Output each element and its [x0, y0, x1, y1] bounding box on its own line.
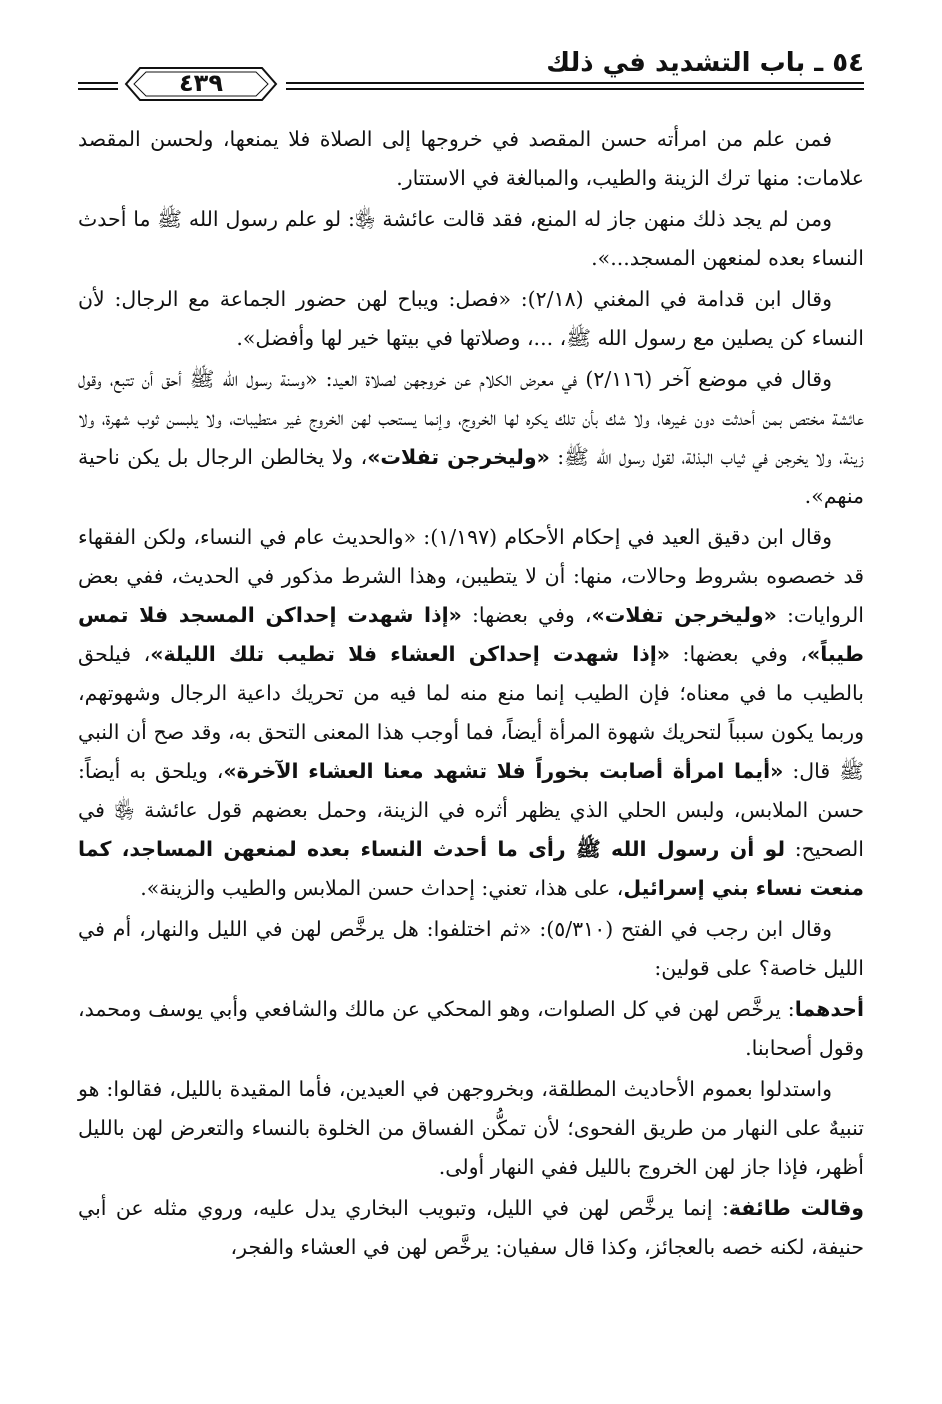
paragraph: وقال ابن قدامة في المغني (٢/١٨): «فصل: ويباح لهن حضور الجماعة مع الرجال: لأن النساء كن يصلين مع رسول الله ﷺ، ...، وصلاتها في بيتها خير لها وأفضل».	[78, 287, 864, 350]
paragraph	[78, 360, 864, 516]
page-header	[78, 46, 864, 106]
text-run: ، على هذا، تعني: إحداث حسن الملابس والطيب والزينة».	[140, 876, 624, 900]
text-run: ، وفي بعضها:	[670, 642, 807, 666]
paragraph: واستدلوا بعموم الأحاديث المطلقة، وبخروجهن في العيدين، فأما المقيدة بالليل، فقالوا: هو تنبيهٌ على النهار من طريق الفحوى؛ لأن تمكُّن الفساق من الخلوة بالنساء والتعرض لهن بالليل أظهر، فإذا جاز لهن الخروج بالليل ففي النهار أولى.	[78, 1077, 864, 1179]
header-rule	[78, 82, 118, 84]
text-run: ، وفي بعضها:	[461, 603, 592, 627]
paragraph	[78, 518, 864, 908]
text-run: ، ويلحق به أيضاً: حسن الملابس، ولبس الحلي الذي يظهر أثره في الزينة، وحمل بعضهم قول عائشة ﵂ في الصحيح:	[78, 759, 864, 861]
text-run: ، ولا يخالطن الرجال بل يكن ناحية منهم».	[78, 445, 864, 508]
hadith-quote: «أيما امرأة أصابت بخوراً فلا تشهد معنا العشاء الآخرة»	[223, 759, 784, 783]
header-rule	[286, 82, 864, 84]
hadith-quote: «إذا شهدت إحداكن المسجد فلا تمس طيباً»	[78, 603, 864, 666]
text-run: وقال في موضع آخر (٢/١١٦) في معرض الكلام عن خروجهن لصلاة العيد: «وسنة رسول الله ﷺ أحق أن تتبع، وقول عائشة مختص بمن أحدثت دون غيرها، ولا شك بأن تلك يكره لها الخروج، وإنما يستحب لهن الخروج غير متطيبات، ولا يلبسن ثوب شهرة، ولا زينة، ولا يخرجن في ثياب البذلة، لقول رسول الله ﷺ:	[78, 367, 864, 469]
hadith-quote: لو أن رسول الله ﷺ رأى ما أحدث النساء بعده لمنعهن المساجد، كما منعت نساء بني إسرائيل	[78, 837, 864, 900]
page-number-frame	[122, 64, 280, 104]
paragraph	[78, 990, 864, 1068]
hadith-quote: «إذا شهدت إحداكن العشاء فلا تطيب تلك الليلة»	[150, 642, 671, 666]
term-label: وقالت طائفة	[728, 1196, 864, 1220]
hadith-quote: «وليخرجن تفلات»	[367, 445, 550, 469]
page-body	[78, 120, 864, 1269]
text-run: وقال ابن دقيق العيد في إحكام الأحكام (١/١٩٧): «والحديث عام في النساء، ولكن الفقهاء قد خصصوه بشروط وحالات، منها: أن لا يتطيبن، وهذا الشرط مذكور في الحديث، ففي بعض الروايات:	[78, 525, 864, 627]
text-run: : إنما يرخَّص لهن في الليل، وتبويب البخاري يدل عليه، وروي مثله عن أبي حنيفة، لكنه خصه بالعجائز، وكذا قال سفيان: يرخَّص لهن في العشاء والفجر،	[78, 1196, 864, 1259]
chapter-title: ٥٤ ـ باب التشديد في ذلك	[546, 48, 864, 78]
paragraph	[78, 1189, 864, 1267]
paragraph: ومن لم يجد ذلك منهن جاز له المنع، فقد قالت عائشة ﵂: لو علم رسول الله ﷺ ما أحدث النساء بعده لمنعهن المسجد...».	[78, 207, 864, 270]
header-rule	[78, 88, 118, 90]
paragraph: وقال ابن رجب في الفتح (٥/٣١٠): «ثم اختلفوا: هل يرخَّص لهن في الليل والنهار، أم في الليل خاصة؟ على قولين:	[78, 917, 864, 980]
header-rule	[286, 88, 864, 90]
text-run: : يرخَّص لهن في كل الصلوات، وهو المحكي عن مالك والشافعي وأبي يوسف ومحمد، وقول أصحابنا.	[78, 997, 864, 1060]
term-label: أحدهما	[794, 997, 864, 1021]
paragraph: فمن علم من امرأته حسن المقصد في خروجها إلى الصلاة فلا يمنعها، ولحسن المقصد علامات: منها ترك الزينة والطيب، والمبالغة في الاستتار.	[78, 127, 864, 190]
text-run: ، فيلحق بالطيب ما في معناه؛ فإن الطيب إنما منع منه لما فيه من تحريك داعية الرجال وشهوتهم، وربما يكون سبباً لتحريك شهوة المرأة أيضاً، فما أوجب هذا المعنى التحق به، وقد صح أن النبي ﷺ قال:	[78, 642, 865, 783]
hadith-quote: «وليخرجن تفلات»	[591, 603, 777, 627]
page-number: ٤٣٩	[179, 69, 223, 97]
